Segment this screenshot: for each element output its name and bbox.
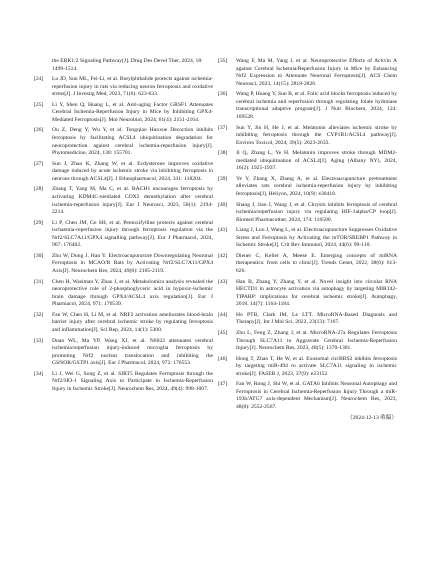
reference-continuation: the ERK1/2 Signaling Pathway[J]. Drug Des Devel Ther, 2024, 18: 1499-1514. [52,58,203,72]
reference-item [218,58,397,88]
reference-item [34,253,213,276]
reference-number: [37] [218,124,228,131]
reference-text: Zhu L, Feng Z, Zhang J, et al. MicroRNA-27a Regulates Ferroptosis Through SLC7A11 to Aggravate Cerebral Ischemia-Reperfusion Injury[J]. Neurochem Res, 2023, 48(5): 1370-1381. [236,329,397,352]
reference-item [218,312,397,327]
reference-text: Li P, Chen JM, Ge SH, et al. Pentoxifylline protects against cerebral ischaemia-reperfusion injury through ferroptosis regulation via the Nrf2/SLC7A11/GPX4 signalling pathway[J]. Eur J Pharmacol, 2024, 967: 176402. [52,219,213,249]
reference-number: [46] [218,355,228,362]
reference-text: Li J, Wei G, Song Z, et al. SIRT5 Regulates Ferroptosis through the Nrf2/HO-1 Signaling Axis to Participate in Ischemia-Reperfusion Injury in Ischemic Stroke[J]. Neurochem Res, 2024, 49(4): 998-1007. [52,370,213,392]
reference-number: [43] [218,278,228,285]
reference-item [218,150,397,173]
reference-number: [30] [34,252,44,259]
reference-item [34,127,213,157]
reference-item [34,338,213,368]
reference-text: Hong T, Zhao T, He W, et al. Exosomal circBBS2 inhibits ferroptosis by targeting miR-494 to activate SLC7A11 signaling in ischemic stroke[J]. FASEB J, 2023, 37(9): e23152. [236,355,397,377]
reference-text: Lu JD, Sun ML, Fei-Li, et al. Butylphthalide protects against ischemia-reperfusion injury in rats via reducing neuron ferroptosis and oxidative stress[J]. J Investig Med, 2023, 71(6): 623-633. [52,76,213,98]
reference-item [34,102,213,125]
reference-item [218,279,397,309]
reference-item [218,125,397,148]
reference-number: [32] [34,311,44,318]
received-date: （2024-12-13 收稿） [347,414,397,421]
reference-number: [26] [34,127,44,134]
reference-item [218,381,397,411]
reference-number: [29] [34,219,44,226]
reference-text: Wang F, Ma M, Yang J, et al. Neuroprotective Effects of Activin A against Cerebral Ischemia/Reperfusion Injury in Mice by Enhancing Nrf2 Expression to Attenuate Neuronal Ferroptosis[J]. ACS Chem Neurosci, 2023, 14(15): 2818-2826. [236,58,397,87]
reference-number: [33] [34,337,44,344]
reference-item [34,186,213,216]
reference-text: Ou Z, Deng Y, Wu Y, et al. Tongqiao Huoxue Decoction inhibits ferroptosis by facilitating ACSL4 ubiquitination degradation for neuroprotection against cerebral ischemia-reperfusion injury[J]. Phytomedicine, 2024, 130: 155701. [52,127,213,157]
reference-list-right [218,58,397,412]
reference-text: Liang J, Luo J, Wang L, et al. Electroacupuncture Suppresses Oxidative Stress and Ferroptosis by Activating the mTOR/SREBP1 Pathway in Ischemic Stroke[J]. Crit Rev Immunol, 2024, 44(6): 99-110. [236,227,397,249]
reference-number: [39] [218,175,228,182]
reference-item [34,161,213,184]
reference-text: Ye Y, Zhang X, Zhang A, et al. Electroacupuncture pretreatment alleviates rats cerebral ischemia-reperfusion injury by inhibiting ferroptosis[J]. Heliyon, 2024, 10(9): e30418. [236,175,397,198]
reference-list-left [34,76,213,393]
reference-item [218,227,397,250]
reference-text: Shang J, Jiao J, Wang J, et al. Chrysin inhibits ferroptosis of cerebral ischemia/reperfusion injury via regulating HIF-1alpha/CP loop[J]. Biomed Pharmacother, 2024, 174: 116500. [236,201,397,223]
reference-text: Han B, Zhang Y, Zhang Y, et al. Novel insight into circular RNA HECTD1 in astrocyte activation via autophagy by targeting MIR142-TIPARP: implications for cerebral ischemic stroke[J]. Autophagy, 2018, 14(7): 1164-1184. [236,278,397,308]
reference-text: Ho PTB, Clark IM, Le LTT. MicroRNA-Based Diagnosis and Therapy[J]. Int J Mol Sci, 2022, 23(13): 7167. [236,311,397,326]
reference-text: Zhang T, Yang M, Ma C, et al. BACH1 encourages ferroptosis by activating KDM4C-mediated COX2 demethylation after cerebral ischemia-reperfusion injury[J]. Eur J Neurosci, 2023, 58(1): 2194-2214. [52,186,213,216]
reference-text: Zhu W, Dong J, Han Y. Electroacupuncture Downregulating Neuronal Ferroptosis in MCAO/R Rats by Activating Nrf2/SLC7A11/GPX4 Axis[J]. Neurochem Res, 2024, 49(8): 2105-2119. [52,252,213,275]
reference-item [218,176,397,199]
reference-text: Diener C, Keller A, Meese E. Emerging concepts of miRNA therapeutics: from cells to clinic[J]. Trends Genet, 2022, 38(6): 613-626. [236,252,397,275]
reference-item [218,253,397,276]
reference-text: Duan WL, Ma YP, Wang XJ, et al. N6022 attenuates cerebral ischemia/reperfusion injury-induced microglia ferroptosis by promoting Nrf2 nuclear translocation and inhibiting the GSNOR/GSTP1 axis[J]. Eur J Pharmacol, 2024, 972: 176553. [52,337,213,367]
reference-text: Sun Y, Jin H, He J, et al. Melatonin alleviates ischemic stroke by inhibiting ferroptosis through the CYP1B1/ACSL4 pathway[J]. Environ Toxicol, 2024, 39(5): 2623-2633. [236,124,397,146]
reference-text: Wang P, Huang Y, Sun B, et al. Folic acid blocks ferroptosis induced by cerebral ischemia and reperfusion through regulating folate hydrolase transcriptional adaptive program[J]. J Nutr Biochem, 2024, 124: 109528. [236,91,397,121]
reference-item [34,76,213,99]
reference-number: [28] [34,186,44,193]
reference-number: [47] [218,381,228,388]
reference-text: Chen H, Wasiman Y, Zhao J, et al. Metabolomics analysis revealed the neuroprotective role of 2-phosphoglyceric acid in hypoxic-ischemic brain damage through GPX4/ACSL4 axis regulation[J]. Eur J Pharmacol, 2024, 971: 176539. [52,278,213,308]
reference-number: [41] [218,227,228,234]
reference-text: Li Y, Shen Q, Huang L, et al. Anti-aging Factor GRSF1 Attenuates Cerebral Ischemia-Reperfusion Injury in Mice by Inhibiting GPX4-Mediated Ferroptosis[J]. Mol Neurobiol, 2024, 61(4): 2151-2164. [52,101,213,123]
reference-text: Fan W, Chen H, Li M, et al. NRF2 activation ameliorates blood-brain barrier injury after cerebral ischemic stroke by regulating ferroptosis and inflammation[J]. Sci Rep, 2024, 14(1): 5300. [52,311,213,334]
reference-number: [38] [218,150,228,157]
reference-item [34,312,213,335]
reference-number: [35] [218,58,228,64]
reference-number: [34] [34,370,44,377]
reference-item [218,330,397,353]
reference-number: [45] [218,329,228,336]
reference-column-left [34,58,213,422]
reference-item [218,202,397,225]
reference-number: [24] [34,76,44,83]
reference-number: [31] [34,278,44,285]
reference-text: Ji Q, Zhang L, Ye H. Melatonin improves stroke through MDM2-mediated ubiquitination of ACSL4[J]. Aging (Albany NY), 2024, 16(2): 1925-1937. [236,150,397,172]
reference-text: Fan W, Rong J, Shi W, et al. GATA6 Inhibits Neuronal Autophagy and Ferroptosis in Cerebral Ischemia-Reperfusion Injury Through a miR-193b/ATG7 axis-dependent Mechanism[J]. Neurochem Res, 2023, 48(8): 2552-2567. [236,381,397,411]
reference-number: [36] [218,91,228,98]
reference-columns [26,58,401,422]
reference-column-right [218,58,397,422]
reference-item [34,220,213,250]
reference-number: [27] [34,160,44,167]
reference-text: Sun J, Zhao K, Zhang W, et al. Ecdysterone improves oxidative damage induced by acute ischemic stroke via inhibiting ferroptosis in neurons through ACSL4[J]. J Ethnopharmacol, 2024, 331: 118204. [52,160,213,182]
reference-item [34,279,213,309]
reference-item [218,91,397,121]
reference-item [218,356,397,379]
reference-item [34,371,213,394]
reference-number: [44] [218,311,228,318]
reference-number: [42] [218,252,228,259]
reference-number: [25] [34,101,44,108]
reference-number: [40] [218,201,228,208]
